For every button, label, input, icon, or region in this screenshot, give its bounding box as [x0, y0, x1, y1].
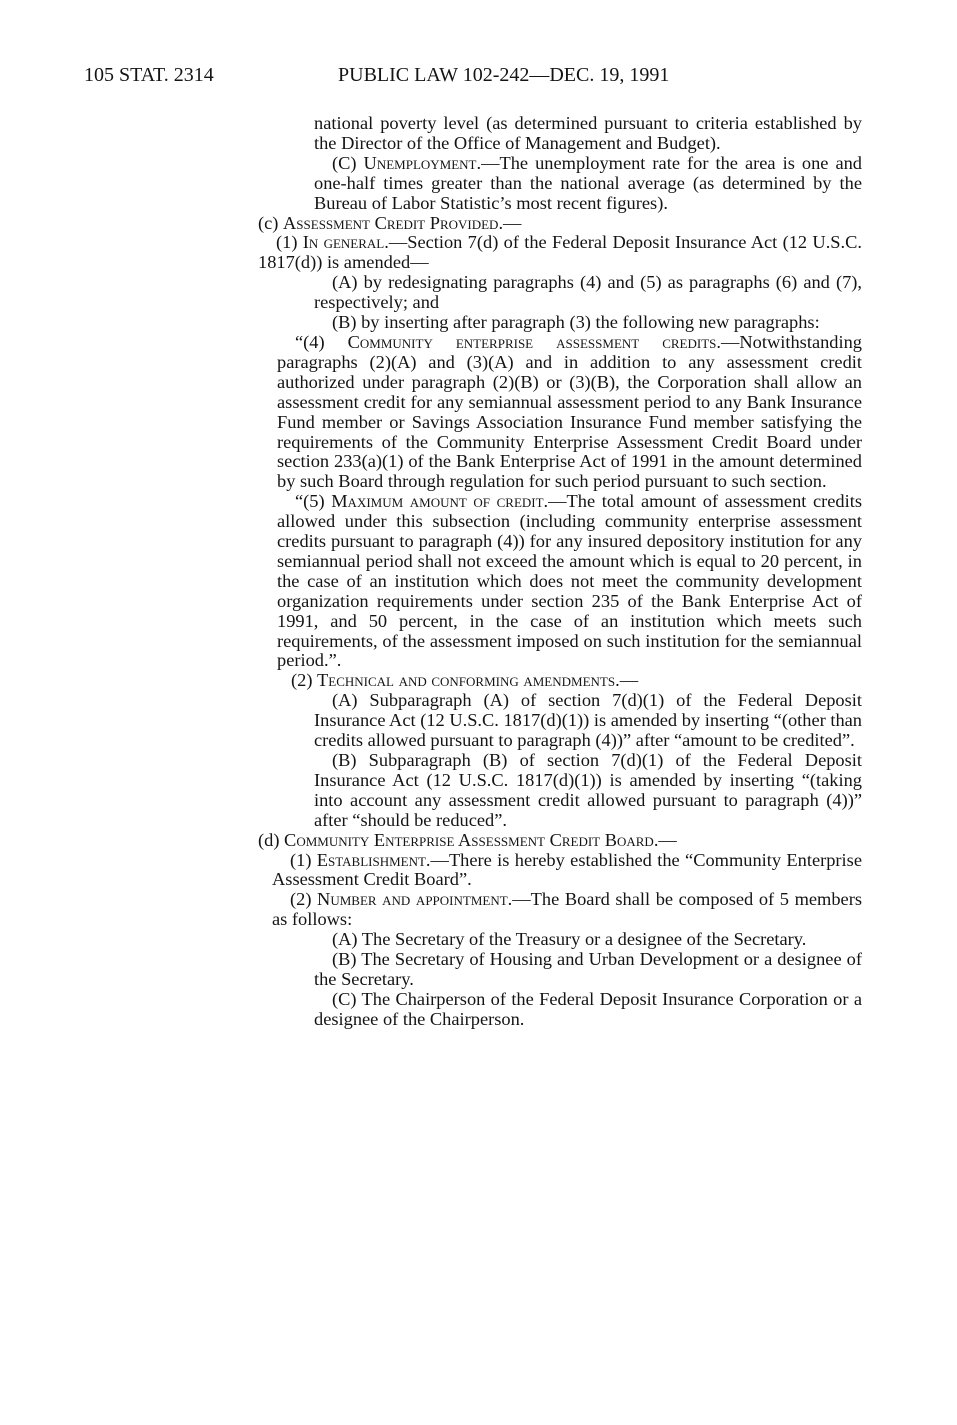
paragraph-c1-in-general [258, 233, 862, 273]
paragraph-lead: “(5) [295, 491, 332, 512]
paragraph-text: —The Board shall be composed of 5 members as follows: [272, 889, 862, 930]
subparagraph-c2a [314, 691, 862, 751]
inserted-paragraph-4 [277, 333, 862, 492]
paragraph-d1-establishment [272, 851, 862, 891]
law-reference: PUBLIC LAW 102-242—DEC. 19, 1991 [338, 64, 670, 86]
inserted-paragraph-5 [277, 492, 862, 671]
paragraph-text: —The unemployment rate for the area is one and one-half times greater than the national average (as determined by the Bureau of Labor Statistic’s most recent figures). [314, 152, 862, 213]
paragraph-lead: (2) [290, 889, 318, 910]
paragraph-text: —The total amount of assessment credits allowed under this subsection (including community enterprise assessment credits pursuant to paragraph (4)) for any insured depository institution for any semiannual period shall not exceed the amount which is equal to 20 percent, in the case of an institution which does not meet the community development organization requirements under section 235 of the Bank Enterprise Act of 1991, and 50 percent, in the case of an institution which meets such requirements, of the assessment imposed on such institution for the semiannual period.”. [277, 491, 862, 671]
paragraph-lead: (1) [276, 232, 303, 253]
paragraph-heading: Assessment Credit Provided. [283, 212, 504, 233]
statute-body [0, 114, 957, 1030]
paragraph-poverty-level [314, 114, 862, 154]
paragraph-text: (A) Subparagraph (A) of section 7(d)(1) of the Federal Deposit Insurance Act (12 U.S.C. 1817(d)(1)) is amended by inserting “(other than credits allowed pursuant to paragraph (4))” after “amount to be credited”. [314, 690, 863, 751]
paragraph-lead: (C) [332, 152, 364, 173]
paragraph-text: (A) The Secretary of the Treasury or a designee of the Secretary. [332, 929, 807, 950]
paragraph-heading: Community enterprise assessment credits. [347, 331, 721, 352]
paragraph-heading: In general. [302, 232, 389, 253]
paragraph-lead: (1) [290, 849, 317, 870]
paragraph-text: (C) The Chairperson of the Federal Deposit Insurance Corporation or a designee of the Chairperson. [314, 988, 862, 1029]
subparagraph-c1b [314, 313, 862, 333]
paragraph-unemployment [314, 154, 862, 214]
subparagraph-c2b [314, 751, 862, 831]
paragraph-lead: (c) [258, 212, 284, 233]
paragraph-text: — [503, 212, 522, 233]
paragraph-lead: (d) [258, 829, 285, 850]
paragraph-text: national poverty level (as determined pursuant to criteria established by the Director of the Office of Management and Budget). [314, 113, 862, 153]
subparagraph-c1a [314, 273, 862, 313]
paragraph-d2-number-appointment [272, 890, 862, 930]
paragraph-text: (A) by redesignating paragraphs (4) and (5) as paragraphs (6) and (7), respectively; and [314, 272, 862, 313]
paragraph-text: (B) by inserting after paragraph (3) the following new paragraphs: [332, 312, 820, 333]
subsection-c-heading [258, 214, 862, 234]
subparagraph-d2c [314, 990, 862, 1030]
paragraph-text: —Notwithstanding paragraphs (2)(A) and (3)(A) and in addition to any assessment credit authorized under paragraph (2)(B) or (3)(B), the Corporation shall allow an assessment credit for any semiannual assessment period to any Bank Insurance Fund member or Savings Association Insurance Fund member satisfying the requirements of the Community Enterprise Assessment Credit Board under section 233(a)(1) of the Bank Enterprise Act of 1991 in the amount determined by such Board through regulation for such period pursuant to such section. [277, 331, 862, 492]
paragraph-heading: Technical and conforming amendments. [317, 670, 620, 691]
page-reference: 105 STAT. 2314 [84, 64, 214, 86]
paragraph-heading: Maximum amount of credit. [331, 491, 549, 512]
paragraph-lead: “(4) [295, 331, 348, 352]
subparagraph-d2b [314, 950, 862, 990]
paragraph-heading: Establishment. [316, 849, 431, 870]
paragraph-text: (B) The Secretary of Housing and Urban Development or a designee of the Secretary. [314, 949, 862, 989]
paragraph-text: —There is hereby established the “Community Enterprise Assessment Credit Board”. [272, 849, 862, 890]
paragraph-text: — [658, 829, 677, 850]
subsection-d-heading [258, 831, 862, 851]
paragraph-heading: Number and appointment. [317, 889, 513, 910]
paragraph-lead: (2) [291, 670, 318, 691]
paragraph-heading: Community Enterprise Assessment Credit Board. [284, 829, 659, 850]
paragraph-text: (B) Subparagraph (B) of section 7(d)(1) of the Federal Deposit Insurance Act (12 U.S.C. 1817(d)(1)) is amended by inserting “(taking into account any assessment credit allowed pursuant to paragraph (4))” after “should be reduced”. [314, 750, 862, 830]
paragraph-text: —Section 7(d) of the Federal Deposit Insurance Act (12 U.S.C. 1817(d)) is amended— [258, 232, 862, 273]
paragraph-heading: Unemployment. [363, 152, 482, 173]
paragraph-c2-heading [291, 671, 862, 691]
subparagraph-d2a [314, 930, 862, 950]
paragraph-text: — [619, 670, 639, 691]
